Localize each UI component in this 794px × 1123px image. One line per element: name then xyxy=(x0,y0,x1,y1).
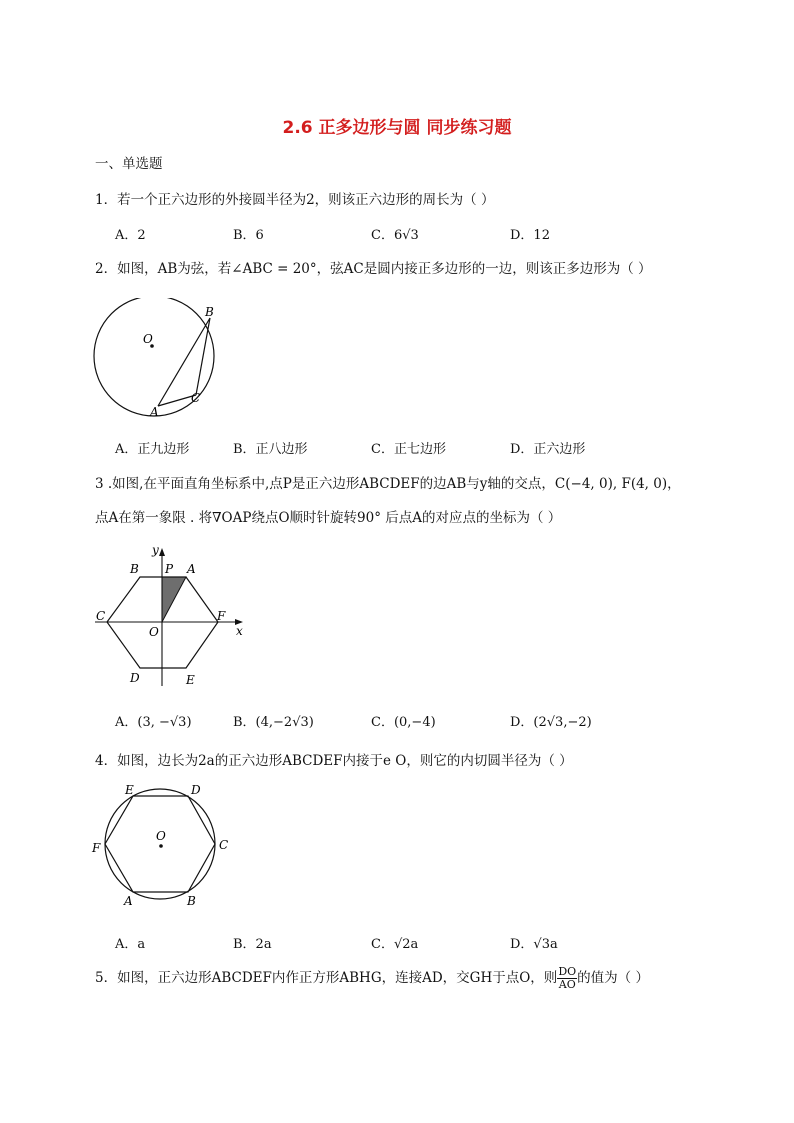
q3-label-e: E xyxy=(186,673,195,687)
q3-label-y: y xyxy=(152,543,159,557)
q4-option-d: D．√3a xyxy=(510,937,558,952)
question-3-stem-line1: 3 .如图,在平面直角坐标系中,点P是正六边形ABCDEF的边AB与y轴的交点，C(−4, 0), F(4, 0)， xyxy=(95,476,681,492)
q2-option-a: A．正九边形 xyxy=(115,442,190,457)
q3-label-x: x xyxy=(236,624,243,638)
q4-hexagon xyxy=(105,796,215,892)
q1-option-b: B．6 xyxy=(233,228,264,243)
q3-label-c: C xyxy=(96,609,106,623)
q5-stem-prefix: 5．如图，正六边形ABCDEF内作正方形ABHG，连接AD，交GH于点O，则 xyxy=(95,970,558,986)
question-5-stem xyxy=(95,966,649,991)
q3-label-b: B xyxy=(130,562,139,576)
q4-label-c: C xyxy=(219,838,229,852)
q1-option-a: A．2 xyxy=(115,228,146,243)
q2-option-d: D．正六边形 xyxy=(510,442,586,457)
q3-option-d: D．(2√3,−2) xyxy=(510,715,592,730)
q3-option-c: C．(0,−4) xyxy=(371,715,436,730)
q4-label-f: F xyxy=(92,841,101,855)
q4-center-point xyxy=(159,844,163,848)
question-4-stem: 4．如图，边长为2a的正六边形ABCDEF内接于e O，则它的内切圆半径为（ ） xyxy=(95,753,573,769)
q5-fraction xyxy=(557,966,577,991)
q2-label-b: B xyxy=(205,305,214,319)
q4-label-o: O xyxy=(156,829,166,843)
q3-label-d: D xyxy=(130,671,140,685)
q2-circle-figure xyxy=(88,298,228,420)
q4-label-b: B xyxy=(187,894,196,908)
q2-label-c: C xyxy=(191,391,201,405)
q5-fraction-denominator: AO xyxy=(558,978,576,991)
q4-label-d: D xyxy=(191,783,201,797)
question-3-stem-line2: 点A在第一象限 . 将∇OAP绕点O顺时针旋转90° 后点A的对应点的坐标为（ ） xyxy=(95,510,562,526)
question-1-stem: 1．若一个正六边形的外接圆半径为2，则该正六边形的周长为（ ） xyxy=(95,192,495,208)
question-2-stem: 2．如图，AB为弦，若∠ABC = 20°，弦AC是圆内接正多边形的一边，则该正多边形为（ ） xyxy=(95,261,652,277)
q2-label-a: A xyxy=(150,405,159,419)
q3-label-f: F xyxy=(217,609,226,623)
q4-label-e: E xyxy=(125,783,134,797)
q4-circle xyxy=(105,789,215,899)
q2-option-b: B．正八边形 xyxy=(233,442,308,457)
q3-label-a: A xyxy=(187,562,196,576)
q4-option-c: C．√2a xyxy=(371,937,419,952)
q5-stem-suffix: 的值为（ ） xyxy=(577,970,649,986)
q3-option-b: B．(4,−2√3) xyxy=(233,715,314,730)
q3-triangle-oap xyxy=(162,577,186,622)
page-title: 2.6 正多边形与圆 同步练习题 xyxy=(282,118,512,138)
q3-hexagon-figure xyxy=(90,540,250,690)
q4-option-b: B．2a xyxy=(233,937,272,952)
q3-y-axis-arrow xyxy=(159,548,165,556)
q4-option-a: A．a xyxy=(115,937,146,952)
q3-label-p: P xyxy=(165,562,174,576)
q4-hexagon-circle-figure xyxy=(88,778,238,913)
q4-label-a: A xyxy=(124,894,133,908)
q2-option-c: C．正七边形 xyxy=(371,442,446,457)
q3-option-a: A．(3, −√3) xyxy=(115,715,192,730)
q3-label-o: O xyxy=(149,625,159,639)
q5-fraction-numerator: DO xyxy=(558,965,577,978)
q2-label-o: O xyxy=(143,332,153,346)
q1-option-d: D．12 xyxy=(510,228,550,243)
section-heading: 一、单选题 xyxy=(95,156,163,172)
q1-option-c: C．6√3 xyxy=(371,228,419,243)
